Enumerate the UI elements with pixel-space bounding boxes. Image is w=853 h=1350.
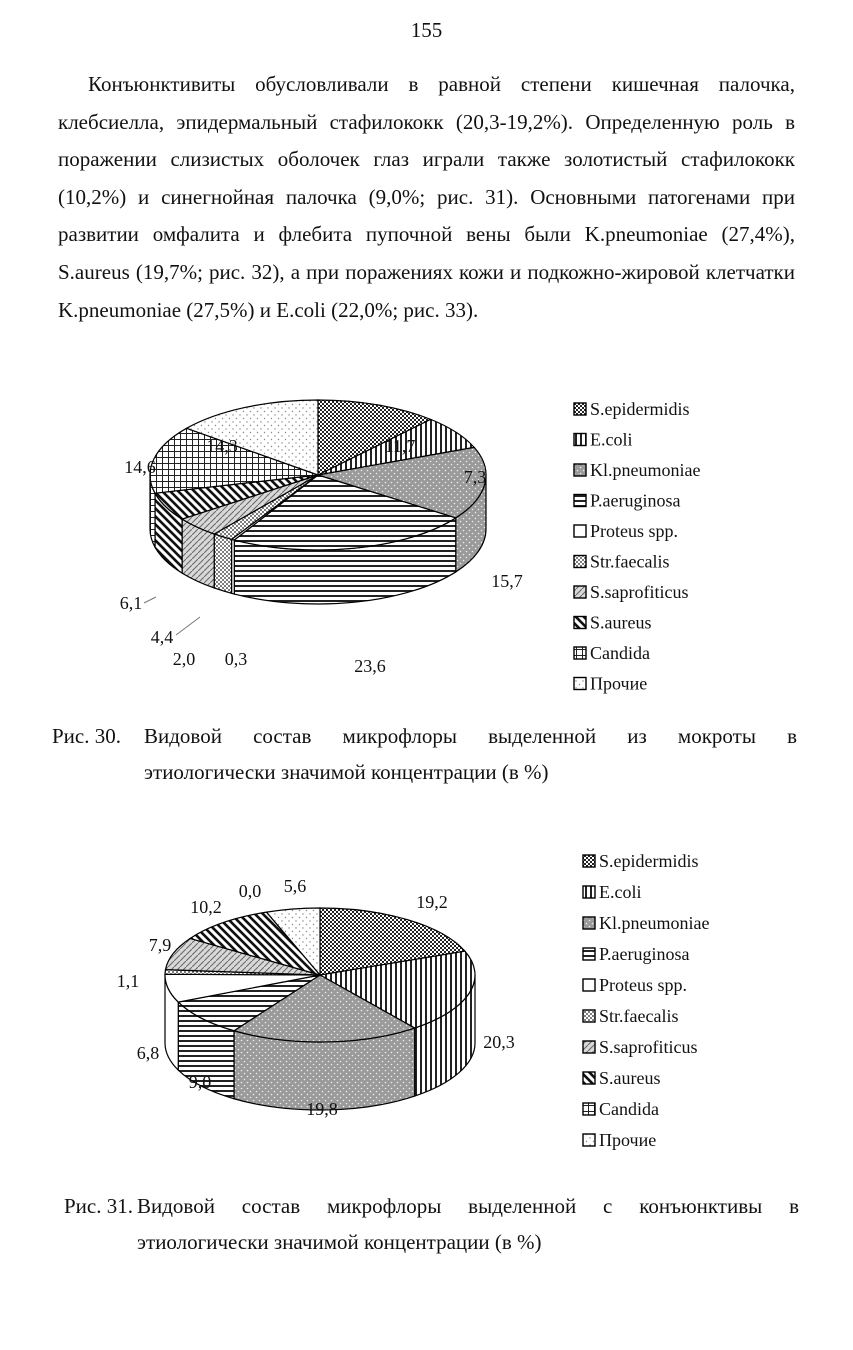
legend-swatch <box>583 917 595 929</box>
legend-item-s-saprofiticus <box>574 582 689 602</box>
legend-item-прочие <box>574 674 647 694</box>
legend-item-s-saprofiticus <box>583 1037 698 1057</box>
figure-31-caption <box>64 1188 799 1260</box>
legend-swatch <box>583 1103 595 1115</box>
data-label-прочие: 5,6 <box>283 876 307 896</box>
legend-swatch <box>583 979 595 991</box>
legend-item-str-faecalis <box>574 552 669 572</box>
legend-item-s-epidermidis <box>583 851 699 871</box>
legend-swatch <box>583 1134 595 1146</box>
legend-item-e-coli <box>583 882 642 902</box>
pie-chart-sputum <box>0 385 853 705</box>
legend-item-p-aeruginosa <box>583 944 689 964</box>
legend-label: Proteus spp. <box>590 521 679 541</box>
legend-item-p-aeruginosa <box>574 491 680 511</box>
data-label-e-coli: 7,3 <box>463 467 487 487</box>
data-label-s-saprofiticus: 4,4 <box>150 627 174 647</box>
data-label-прочие: 14,3 <box>206 436 238 456</box>
pie-side-str-faecalis <box>214 534 231 593</box>
legend-swatch <box>583 948 595 960</box>
data-label-str-faecalis: 2,0 <box>172 649 196 669</box>
figure-31-number: Рис. 31. <box>64 1194 133 1218</box>
legend-item-s-aureus <box>574 613 652 633</box>
data-label-s-aureus: 10,2 <box>190 897 222 917</box>
legend-label: P.aeruginosa <box>599 944 690 964</box>
data-label-s-epidermidis: 19,2 <box>416 892 448 912</box>
legend-item-прочие <box>583 1130 656 1150</box>
legend-label: Kl.pneumoniae <box>590 460 701 480</box>
legend-label: E.coli <box>599 882 642 902</box>
data-label-leader <box>144 597 156 603</box>
page-number: 155 <box>410 18 443 42</box>
legend-label: S.saprofiticus <box>590 582 689 602</box>
legend-label: S.aureus <box>599 1068 661 1088</box>
legend-label: Candida <box>599 1099 659 1119</box>
data-label-p-aeruginosa: 9,0 <box>188 1072 212 1092</box>
data-label-proteus-spp: 6,8 <box>136 1043 160 1063</box>
legend-item-kl-pneumoniae <box>574 460 700 480</box>
legend-item-candida <box>583 1099 659 1119</box>
figure-30-caption <box>52 718 797 790</box>
figure-30-number: Рис. 30. <box>52 724 121 748</box>
legend-swatch <box>583 1072 595 1084</box>
legend-item-proteus-spp <box>583 975 687 995</box>
legend-item-str-faecalis <box>583 1006 678 1026</box>
legend-label: Candida <box>590 643 650 663</box>
figure-30-caption-line2: этиологически значимой концентрации (в %) <box>144 760 549 784</box>
data-label-candida: 0,0 <box>238 881 262 901</box>
legend-label: E.coli <box>590 429 633 450</box>
legend-label: Прочие <box>599 1130 657 1150</box>
legend-item-s-aureus <box>583 1068 661 1088</box>
figure-31-caption-line1: Видовой состав микрофлоры выделенной с конъюнктивы в <box>137 1194 799 1218</box>
legend-swatch <box>574 464 586 476</box>
data-label-kl-pneumoniae: 15,7 <box>491 571 523 591</box>
legend-item-candida <box>574 643 650 663</box>
legend-swatch <box>583 886 595 898</box>
figure-30-caption-line1: Видовой состав микрофлоры выделенной из мокроты в <box>144 724 797 748</box>
data-label-e-coli: 20,3 <box>483 1032 515 1052</box>
legend-swatch <box>574 525 586 537</box>
legend-label: Str.faecalis <box>590 551 670 572</box>
legend-swatch <box>574 403 586 415</box>
legend-swatch <box>574 556 586 568</box>
data-label-str-faecalis: 1,1 <box>116 971 140 991</box>
legend-item-proteus-spp <box>574 521 678 541</box>
legend-swatch <box>574 647 586 659</box>
legend-label: S.epidermidis <box>599 851 699 871</box>
legend-swatch <box>574 434 586 446</box>
legend-swatch <box>574 495 586 507</box>
legend-label: Str.faecalis <box>599 1006 679 1026</box>
data-label-s-epidermidis: 11,7 <box>384 436 416 456</box>
legend-item-s-epidermidis <box>574 399 690 419</box>
legend-label: Proteus spp. <box>599 975 688 995</box>
data-label-leader <box>176 617 200 635</box>
legend-swatch <box>574 586 586 598</box>
data-label-proteus-spp: 0,3 <box>224 649 248 669</box>
data-label-kl-pneumoniae: 19,8 <box>306 1099 338 1119</box>
legend-swatch <box>583 855 595 867</box>
legend-item-kl-pneumoniae <box>583 913 709 933</box>
data-label-s-aureus: 6,1 <box>119 593 143 613</box>
legend-swatch <box>574 617 586 629</box>
legend-label: Kl.pneumoniae <box>599 913 710 933</box>
body-paragraph: Конъюнктивиты обусловливали в равной степени кишечная палочка, клебсиелла, эпидермальный стафилококк (20,3-19,2%). Определенную роль в поражении слизистых оболочек глаз играли также золотистый стафилококк (10,2%) и синегнойная палочка (9,0%; рис. 31). Основными патогенами при развитии омфалита и флебита пупочной вены были K.pneumoniae (27,4%), S.aureus (19,7%; рис. 32), а при поражениях кожи и подкожно-жировой клетчатки K.pneumoniae (27,5%) и E.coli (22,0%; рис. 33). <box>58 72 795 322</box>
data-label-candida: 14,6 <box>124 457 156 477</box>
legend-item-e-coli <box>574 430 633 450</box>
legend-swatch <box>583 1041 595 1053</box>
data-label-p-aeruginosa: 23,6 <box>354 656 386 676</box>
legend-swatch <box>574 678 586 690</box>
legend-label: Прочие <box>590 673 648 694</box>
legend-label: S.aureus <box>590 612 652 633</box>
legend-label: S.epidermidis <box>590 399 690 419</box>
legend-swatch <box>583 1010 595 1022</box>
pie-chart-conjunctiva <box>0 835 853 1165</box>
legend-label: P.aeruginosa <box>590 490 681 511</box>
legend-label: S.saprofiticus <box>599 1037 698 1057</box>
figure-31-caption-line2: этиологически значимой концентрации (в %) <box>137 1230 542 1254</box>
data-label-s-saprofiticus: 7,9 <box>148 935 172 955</box>
